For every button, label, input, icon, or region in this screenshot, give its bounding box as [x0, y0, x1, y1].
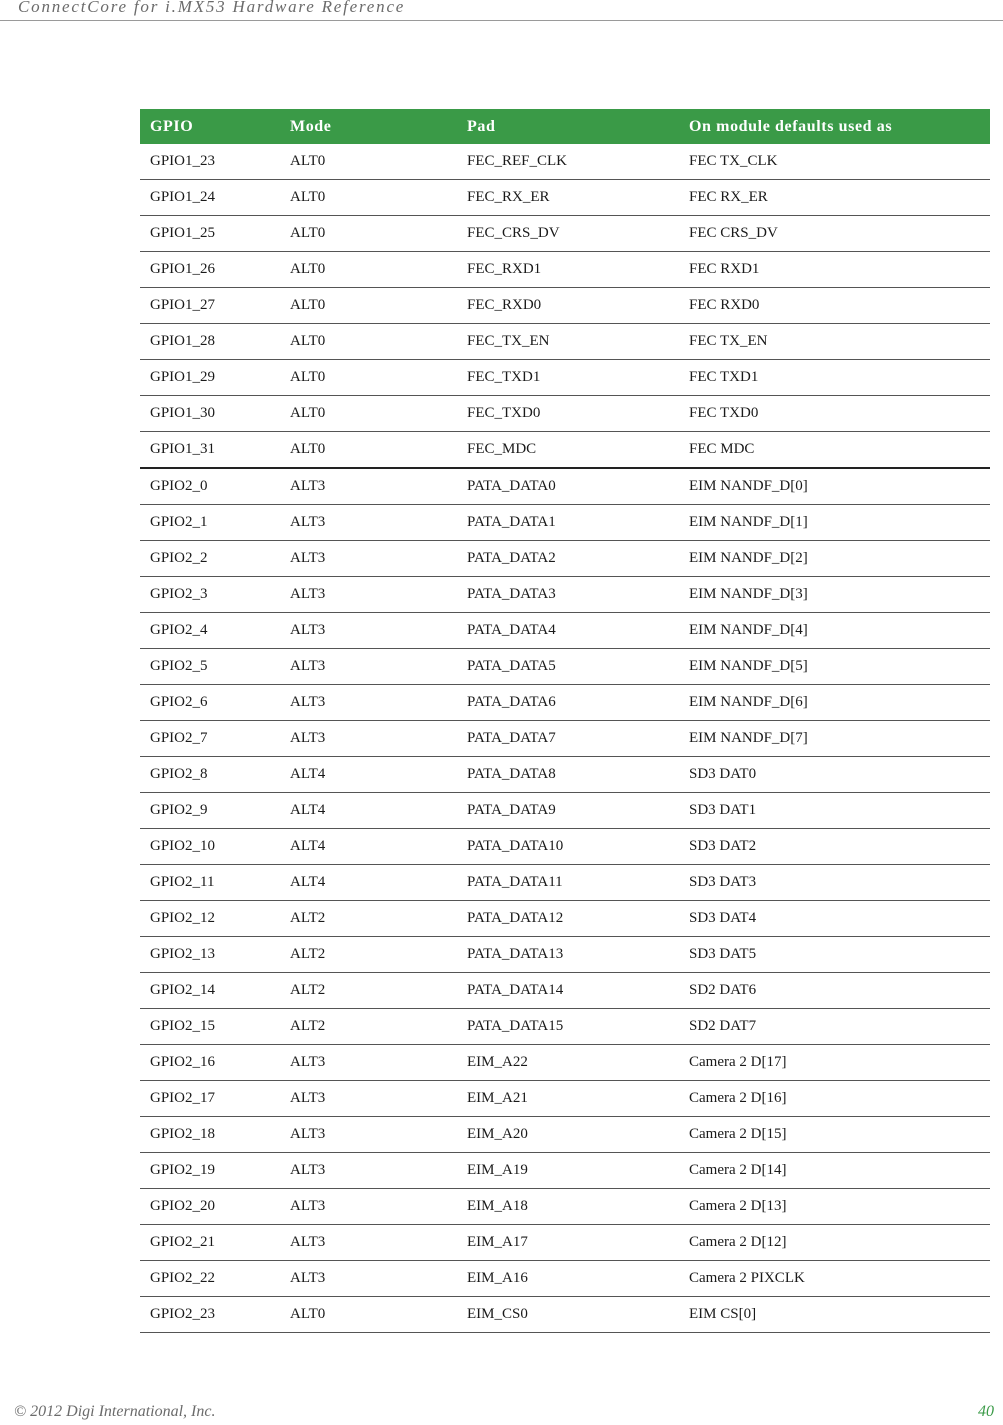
cell-pad: PATA_DATA5 [457, 649, 679, 685]
cell-default-use: SD3 DAT0 [679, 757, 990, 793]
cell-default-use: Camera 2 D[17] [679, 1045, 990, 1081]
cell-mode: ALT0 [280, 144, 457, 180]
cell-mode: ALT0 [280, 252, 457, 288]
cell-pad: FEC_RXD1 [457, 252, 679, 288]
table-row [140, 324, 990, 360]
cell-gpio: GPIO2_19 [140, 1153, 280, 1189]
cell-mode: ALT3 [280, 721, 457, 757]
cell-default-use: SD2 DAT7 [679, 1009, 990, 1045]
table-row [140, 829, 990, 865]
cell-gpio: GPIO2_8 [140, 757, 280, 793]
table-row [140, 685, 990, 721]
table-row [140, 252, 990, 288]
cell-default-use: FEC CRS_DV [679, 216, 990, 252]
table-row [140, 1153, 990, 1189]
cell-pad: FEC_RXD0 [457, 288, 679, 324]
cell-mode: ALT3 [280, 649, 457, 685]
cell-mode: ALT2 [280, 1009, 457, 1045]
cell-pad: PATA_DATA9 [457, 793, 679, 829]
cell-default-use: Camera 2 D[12] [679, 1225, 990, 1261]
cell-default-use: FEC TX_CLK [679, 144, 990, 180]
cell-gpio: GPIO2_15 [140, 1009, 280, 1045]
cell-pad: EIM_A17 [457, 1225, 679, 1261]
cell-gpio: GPIO1_24 [140, 180, 280, 216]
cell-default-use: FEC TXD0 [679, 396, 990, 432]
cell-default-use: EIM NANDF_D[5] [679, 649, 990, 685]
table-row [140, 1225, 990, 1261]
table-row [140, 721, 990, 757]
cell-pad: EIM_A19 [457, 1153, 679, 1189]
cell-default-use: EIM NANDF_D[1] [679, 505, 990, 541]
cell-gpio: GPIO2_21 [140, 1225, 280, 1261]
cell-mode: ALT0 [280, 360, 457, 396]
cell-pad: PATA_DATA2 [457, 541, 679, 577]
cell-pad: PATA_DATA7 [457, 721, 679, 757]
cell-gpio: GPIO2_12 [140, 901, 280, 937]
cell-pad: EIM_CS0 [457, 1297, 679, 1333]
cell-pad: PATA_DATA14 [457, 973, 679, 1009]
cell-pad: EIM_A16 [457, 1261, 679, 1297]
cell-gpio: GPIO2_0 [140, 468, 280, 505]
cell-gpio: GPIO2_17 [140, 1081, 280, 1117]
cell-pad: EIM_A21 [457, 1081, 679, 1117]
table-row [140, 1189, 990, 1225]
cell-mode: ALT3 [280, 1081, 457, 1117]
cell-default-use: EIM NANDF_D[4] [679, 613, 990, 649]
cell-mode: ALT4 [280, 865, 457, 901]
cell-mode: ALT3 [280, 1261, 457, 1297]
cell-mode: ALT3 [280, 1189, 457, 1225]
cell-default-use: EIM CS[0] [679, 1297, 990, 1333]
cell-gpio: GPIO2_2 [140, 541, 280, 577]
cell-gpio: GPIO2_10 [140, 829, 280, 865]
table-row [140, 288, 990, 324]
cell-mode: ALT3 [280, 468, 457, 505]
table-row [140, 973, 990, 1009]
cell-mode: ALT3 [280, 541, 457, 577]
column-header-mode: Mode [280, 109, 457, 144]
cell-pad: FEC_TXD0 [457, 396, 679, 432]
cell-default-use: Camera 2 D[15] [679, 1117, 990, 1153]
table-row [140, 937, 990, 973]
cell-gpio: GPIO1_27 [140, 288, 280, 324]
table-row [140, 577, 990, 613]
cell-default-use: SD3 DAT3 [679, 865, 990, 901]
cell-pad: PATA_DATA4 [457, 613, 679, 649]
cell-default-use: SD3 DAT5 [679, 937, 990, 973]
cell-gpio: GPIO2_22 [140, 1261, 280, 1297]
table-row [140, 1261, 990, 1297]
cell-mode: ALT3 [280, 1117, 457, 1153]
table-row [140, 649, 990, 685]
cell-default-use: FEC RX_ER [679, 180, 990, 216]
cell-default-use: Camera 2 D[13] [679, 1189, 990, 1225]
table-row [140, 144, 990, 180]
cell-mode: ALT3 [280, 1153, 457, 1189]
cell-pad: PATA_DATA13 [457, 937, 679, 973]
cell-gpio: GPIO2_9 [140, 793, 280, 829]
cell-default-use: SD3 DAT1 [679, 793, 990, 829]
column-header-default-use: On module defaults used as [679, 109, 990, 144]
cell-pad: PATA_DATA12 [457, 901, 679, 937]
table-row [140, 396, 990, 432]
cell-default-use: Camera 2 PIXCLK [679, 1261, 990, 1297]
cell-mode: ALT0 [280, 288, 457, 324]
cell-gpio: GPIO1_23 [140, 144, 280, 180]
cell-gpio: GPIO1_25 [140, 216, 280, 252]
cell-gpio: GPIO2_20 [140, 1189, 280, 1225]
cell-default-use: FEC RXD1 [679, 252, 990, 288]
document-title: ConnectCore for i.MX53 Hardware Reference [18, 0, 406, 16]
gpio-table [140, 109, 990, 1333]
table-row [140, 541, 990, 577]
cell-mode: ALT3 [280, 577, 457, 613]
cell-default-use: EIM NANDF_D[2] [679, 541, 990, 577]
cell-pad: EIM_A20 [457, 1117, 679, 1153]
cell-mode: ALT0 [280, 1297, 457, 1333]
cell-mode: ALT0 [280, 396, 457, 432]
cell-pad: PATA_DATA15 [457, 1009, 679, 1045]
cell-pad: PATA_DATA10 [457, 829, 679, 865]
cell-gpio: GPIO2_23 [140, 1297, 280, 1333]
copyright-notice: © 2012 Digi International, Inc. [14, 1403, 216, 1420]
cell-mode: ALT3 [280, 613, 457, 649]
cell-pad: PATA_DATA0 [457, 468, 679, 505]
cell-mode: ALT0 [280, 180, 457, 216]
cell-pad: PATA_DATA1 [457, 505, 679, 541]
cell-default-use: Camera 2 D[16] [679, 1081, 990, 1117]
cell-mode: ALT4 [280, 829, 457, 865]
cell-default-use: EIM NANDF_D[7] [679, 721, 990, 757]
table-row [140, 180, 990, 216]
running-header [0, 0, 1003, 21]
table-row [140, 468, 990, 505]
cell-pad: PATA_DATA8 [457, 757, 679, 793]
column-header-gpio: GPIO [140, 109, 280, 144]
table-header [140, 109, 990, 144]
cell-gpio: GPIO1_30 [140, 396, 280, 432]
table-row [140, 1081, 990, 1117]
cell-default-use: FEC TX_EN [679, 324, 990, 360]
cell-mode: ALT2 [280, 973, 457, 1009]
cell-gpio: GPIO2_13 [140, 937, 280, 973]
table-row [140, 432, 990, 469]
cell-pad: PATA_DATA6 [457, 685, 679, 721]
header-row [140, 109, 990, 144]
cell-gpio: GPIO2_6 [140, 685, 280, 721]
cell-gpio: GPIO2_1 [140, 505, 280, 541]
cell-pad: EIM_A22 [457, 1045, 679, 1081]
table-row [140, 1297, 990, 1333]
table-row [140, 793, 990, 829]
cell-default-use: EIM NANDF_D[3] [679, 577, 990, 613]
cell-default-use: FEC MDC [679, 432, 990, 469]
cell-default-use: SD3 DAT4 [679, 901, 990, 937]
cell-gpio: GPIO2_18 [140, 1117, 280, 1153]
table-row [140, 901, 990, 937]
cell-mode: ALT0 [280, 216, 457, 252]
table-row [140, 1117, 990, 1153]
cell-default-use: EIM NANDF_D[6] [679, 685, 990, 721]
cell-pad: FEC_TX_EN [457, 324, 679, 360]
cell-mode: ALT4 [280, 757, 457, 793]
cell-default-use: FEC TXD1 [679, 360, 990, 396]
cell-gpio: GPIO2_3 [140, 577, 280, 613]
column-header-pad: Pad [457, 109, 679, 144]
cell-mode: ALT3 [280, 685, 457, 721]
cell-gpio: GPIO2_4 [140, 613, 280, 649]
cell-mode: ALT2 [280, 937, 457, 973]
cell-pad: PATA_DATA3 [457, 577, 679, 613]
table-row [140, 613, 990, 649]
cell-default-use: SD3 DAT2 [679, 829, 990, 865]
cell-mode: ALT0 [280, 432, 457, 469]
cell-pad: FEC_RX_ER [457, 180, 679, 216]
cell-gpio: GPIO2_7 [140, 721, 280, 757]
table-row [140, 505, 990, 541]
cell-pad: FEC_TXD1 [457, 360, 679, 396]
cell-mode: ALT4 [280, 793, 457, 829]
cell-mode: ALT3 [280, 505, 457, 541]
table-row [140, 1045, 990, 1081]
cell-pad: FEC_CRS_DV [457, 216, 679, 252]
cell-pad: FEC_REF_CLK [457, 144, 679, 180]
table-row [140, 865, 990, 901]
cell-pad: FEC_MDC [457, 432, 679, 469]
cell-default-use: Camera 2 D[14] [679, 1153, 990, 1189]
table-body [140, 144, 990, 1333]
cell-pad: PATA_DATA11 [457, 865, 679, 901]
cell-gpio: GPIO2_11 [140, 865, 280, 901]
cell-mode: ALT3 [280, 1225, 457, 1261]
cell-gpio: GPIO2_5 [140, 649, 280, 685]
cell-gpio: GPIO1_31 [140, 432, 280, 469]
cell-default-use: SD2 DAT6 [679, 973, 990, 1009]
cell-gpio: GPIO1_29 [140, 360, 280, 396]
cell-default-use: FEC RXD0 [679, 288, 990, 324]
table-row [140, 360, 990, 396]
page-number: 40 [978, 1403, 994, 1420]
cell-gpio: GPIO1_28 [140, 324, 280, 360]
cell-mode: ALT0 [280, 324, 457, 360]
cell-mode: ALT2 [280, 901, 457, 937]
cell-pad: EIM_A18 [457, 1189, 679, 1225]
cell-mode: ALT3 [280, 1045, 457, 1081]
cell-default-use: EIM NANDF_D[0] [679, 468, 990, 505]
table-row [140, 757, 990, 793]
table-row [140, 216, 990, 252]
cell-gpio: GPIO2_16 [140, 1045, 280, 1081]
table-row [140, 1009, 990, 1045]
cell-gpio: GPIO1_26 [140, 252, 280, 288]
cell-gpio: GPIO2_14 [140, 973, 280, 1009]
